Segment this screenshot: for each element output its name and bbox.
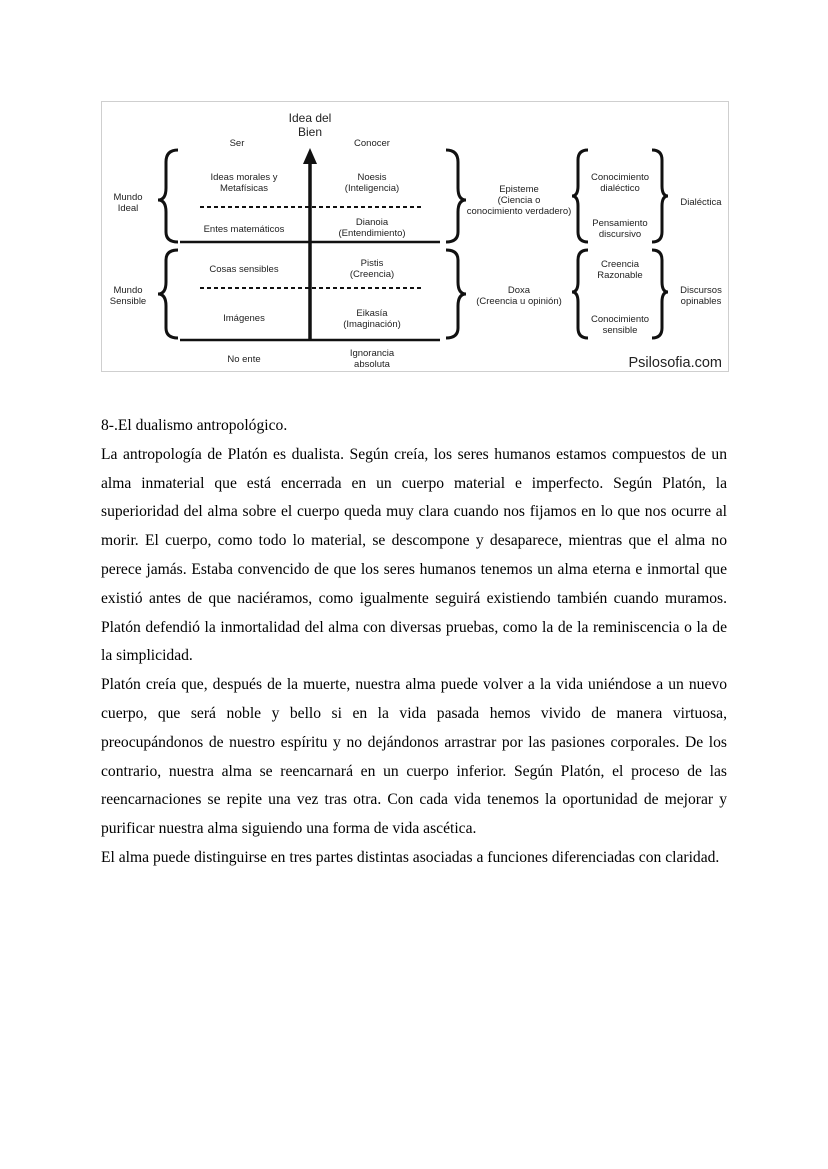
discursos-opinables-line1: Discursos <box>680 285 722 296</box>
header-ser: Ser <box>229 138 245 149</box>
noesis-line2: (Inteligencia) <box>344 183 400 194</box>
mundo-ideal-line2: Ideal <box>117 203 139 214</box>
left-brace-sensible <box>158 250 178 338</box>
idea-del-bien-line2: Bien <box>297 125 323 139</box>
section-body <box>101 412 727 873</box>
arrow-up-icon <box>303 148 317 164</box>
eikasia-line2: (Imaginación) <box>343 319 401 330</box>
pensamiento-discursivo-line1: Pensamiento <box>592 218 648 229</box>
conocimiento-dialectico-line2: dialéctico <box>600 183 640 194</box>
right-brace-dialectica <box>652 150 668 242</box>
header-conocer: Conocer <box>354 138 390 149</box>
ideas-morales-line2: Metafísicas <box>219 183 269 194</box>
dianoia-line2: (Entendimiento) <box>338 228 406 239</box>
right-brace-opinables <box>652 250 668 338</box>
ideas-morales-line1: Ideas morales y <box>210 172 278 183</box>
ignorancia-line2: absoluta <box>354 359 390 370</box>
no-ente: No ente <box>227 354 261 365</box>
mundo-ideal-line1: Mundo <box>113 192 143 203</box>
paragraph-partes-alma: El alma puede distinguirse en tres partes distintas asociadas a funciones diferenciadas con claridad. <box>101 848 720 866</box>
creencia-razonable-line2: Razonable <box>597 270 643 281</box>
left-brace-dialectica-group <box>572 150 588 242</box>
paragraph-dualismo: La antropología de Platón es dualista. Según creía, los seres humanos estamos compuestos de un alma inmaterial que está encerrada en un cuerpo material e imperfecto. Según Platón, la superioridad del alma sobre el cuerpo queda muy clara cuando nos fijamos en lo que nos ocurre al morir. El cuerpo, como todo lo material, se descompone y desaparece, mientras que el alma no perece jamás. Estaba convencido de que los seres humanos tenemos un alma eterna e inmortal que existió antes de que naciéramos, como igualmente seguirá existiendo también cuando muramos. Platón defendió la inmortalidad del alma con diversas pruebas, como la de la reminiscencia o la de la simplicidad. <box>101 445 727 665</box>
brand-watermark: Psilosofia.com <box>628 355 722 371</box>
right-brace-doxa <box>446 250 466 338</box>
eikasia-line1: Eikasía <box>356 308 388 319</box>
idea-del-bien-line1: Idea del <box>288 111 332 125</box>
conocimiento-sensible-line2: sensible <box>602 325 638 336</box>
pistis-line2: (Creencia) <box>349 269 395 280</box>
conocimiento-dialectico-line1: Conocimiento <box>590 172 650 183</box>
doxa-line1: Doxa <box>507 285 531 296</box>
conocimiento-sensible-line1: Conocimiento <box>590 314 650 325</box>
mundo-sensible-line1: Mundo <box>113 285 143 296</box>
pensamiento-discursivo-line2: discursivo <box>598 229 642 240</box>
left-brace-ideal <box>158 150 178 242</box>
paragraph-reencarnacion: Platón creía que, después de la muerte, nuestra alma puede volver a la vida uniéndose a un nuevo cuerpo, que será noble y bello si en la vida pasada hemos vivido de manera virtuosa, preocupándonos de nuestro espíritu y no dejándonos arrastrar por las pasiones corporales. De los contrario, nuestra alma se reencarnará en un cuerpo inferior. Según Platón, el proceso de las reencarnaciones se repite una vez tras otra. Con cada vida tenemos la oportunidad de mejorar y purificar nuestra alma siguiendo una forma de vida ascética. <box>101 676 727 838</box>
cosas-sensibles: Cosas sensibles <box>209 264 279 275</box>
right-brace-episteme <box>446 150 466 242</box>
left-brace-opinables-group <box>572 250 588 338</box>
dianoia-line1: Dianoia <box>355 217 389 228</box>
mundo-sensible-line2: Sensible <box>109 296 147 307</box>
imagenes: Imágenes <box>223 313 265 324</box>
ignorancia-line1: Ignorancia <box>349 348 395 359</box>
section-heading: 8-.El dualismo antropológico. <box>101 417 288 434</box>
discursos-opinables-line2: opinables <box>680 296 722 307</box>
creencia-razonable-line1: Creencia <box>600 259 640 270</box>
divided-line-diagram <box>101 101 729 372</box>
pistis-line1: Pistis <box>360 258 384 269</box>
doxa-line2: (Creencia u opinión) <box>476 296 562 307</box>
dialectica: Dialéctica <box>680 197 722 208</box>
diagram-canvas <box>102 102 728 371</box>
episteme-line2: (Ciencia o <box>497 195 541 206</box>
entes-matematicos: Entes matemáticos <box>203 224 285 235</box>
noesis-line1: Noesis <box>357 172 387 183</box>
episteme-line1: Episteme <box>499 184 539 195</box>
episteme-line3: conocimiento verdadero) <box>466 206 572 217</box>
